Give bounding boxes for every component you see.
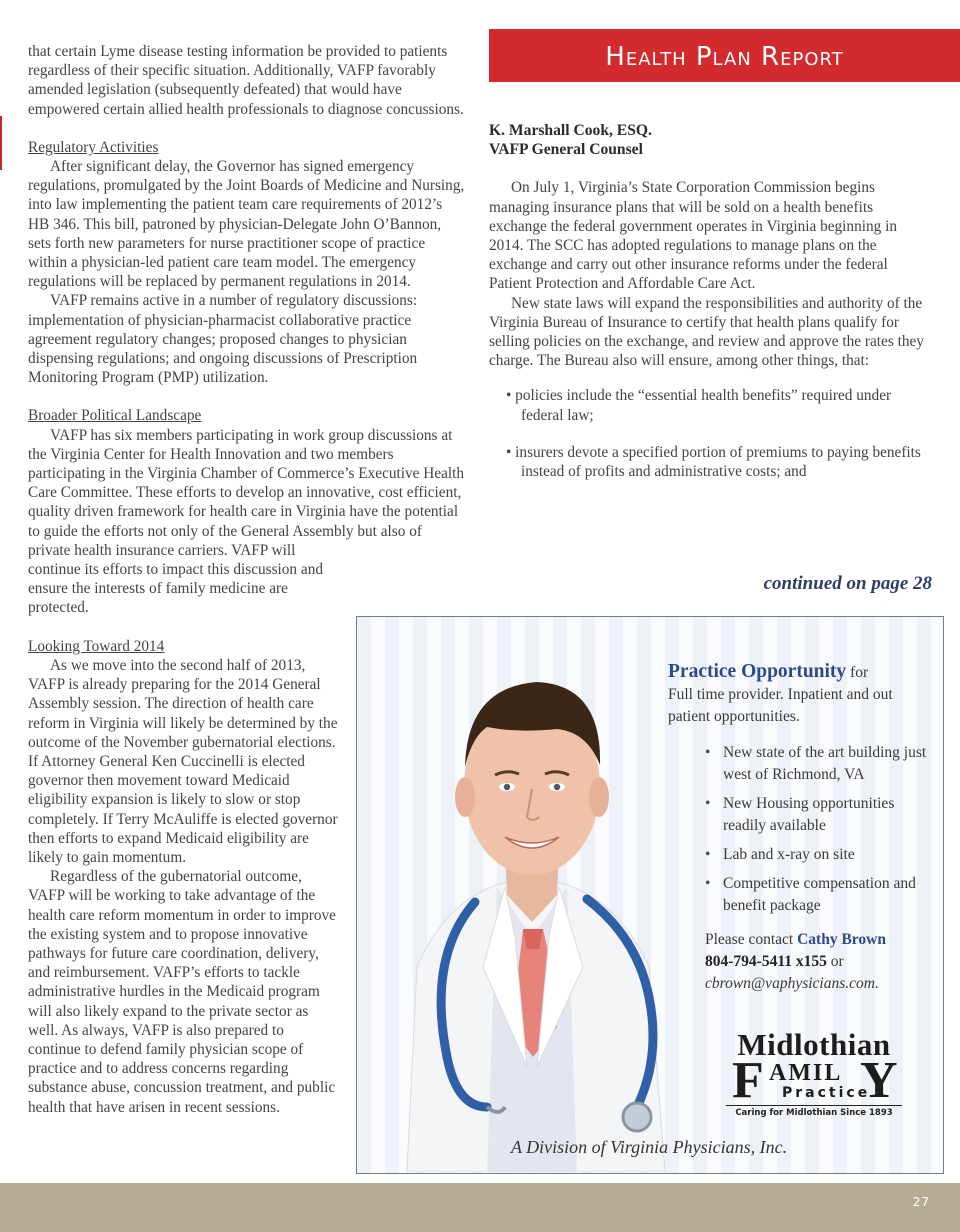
section-banner: Health Plan Report xyxy=(489,29,960,82)
ad-division-note: A Division of Virginia Physicians, Inc. xyxy=(511,1137,788,1157)
margin-marker xyxy=(0,116,2,170)
toward-paragraph-2: Regardless of the gubernatorial outcome, VAFP will be working to take advantage of the health care reform momentum in order to improve the existing system and to propose innovative pathways for future care coordination, delivery, and reimbursement. VAFP’s efforts to tackle administrative hurdles in the Medicaid program will also likely expand to the private sector as well. As always, VAFP is also prepared to continue to defend family physician scope of practice and to address concerns regarding substance abuse, concussion treatment, and public health that have arisen in recent sessions. xyxy=(28,868,336,1116)
ad-contact xyxy=(668,929,928,995)
page-number: 27 xyxy=(912,1195,930,1209)
logo-tagline: Caring for Midlothian Since 1893 xyxy=(735,1108,893,1118)
toward-paragraph-1: As we move into the second half of 2013, VAFP is already preparing for the 2014 General Assembly session. The direction of health care reform in Virginia will likely be determined by the outcome of the November gubernatorial elections. If Attorney General Ken Cuccinelli is elected governor then movement toward Medicaid eligibility expansion is likely to slow or stop completely. If Terry McAuliffe is elected governor then efforts to expand Medicaid eligibility are likely to gain momentum. xyxy=(28,656,338,866)
political-paragraph: VAFP has six members participating in work group discussions at the Virginia Center for Health Innovation and two members participating in the Virginia Chamber of Commerce’s Executive Health Care Committee. These efforts to develop an innovative, cost efficient, quality driven framework for health care in Virginia have the potential to guide the efforts not only of the General Assembly but also of private health insurance carriers. VAFP will xyxy=(28,426,465,559)
regulatory-heading: Regulatory Activities xyxy=(28,138,159,156)
political-heading: Broader Political Landscape xyxy=(28,407,202,425)
ad-text-block xyxy=(668,661,928,995)
midlothian-logo xyxy=(726,1029,902,1118)
page-footer xyxy=(0,1183,960,1232)
contact-or: or xyxy=(826,953,844,970)
doctor-photo xyxy=(387,637,677,1172)
bullet-item: • policies include the “essential health benefits” required under federal law; xyxy=(506,387,892,424)
list-item: • Lab and x-ray on site xyxy=(705,844,928,866)
logo-practice-text: Practice xyxy=(782,1085,871,1101)
author-name: K. Marshall Cook, ESQ. xyxy=(489,122,652,139)
list-item: • New Housing opportunities readily available xyxy=(705,793,928,837)
contact-prefix: Please contact xyxy=(705,931,798,948)
contact-email[interactable]: cbrown@vaphysicians.com. xyxy=(705,975,879,992)
regulatory-paragraph-2: VAFP remains active in a number of regulatory discussions: implementation of physician-pharmacist collaborative practice agreement regulatory changes; proposed changes to physician dispensing regulations; and ongoing discussions of Prescription Monitoring Program (PMP) utilization. xyxy=(28,292,418,387)
logo-top-text: Midlothian xyxy=(737,1027,891,1062)
regulatory-paragraph-1: After significant delay, the Governor has signed emergency regulations, promulgated by the Joint Boards of Medicine and Nursing, into law implementing the patient team care requirements of 2012’s HB 346. This bill, patroned by physician-Delegate John O’Bannon, sets forth new parameters for nurse practitioner scope of practice within a physician-led patient care team model. The emergency regulations will be replaced by permanent regulations in 2014. xyxy=(28,158,465,291)
political-paragraph-continued: continue its efforts to impact this discussion and ensure the interests of family medicine are protected. xyxy=(28,561,323,617)
article-paragraph-2: New state laws will expand the responsibilities and authority of the Virginia Bureau of Insurance to certify that health plans qualify for selling policies on the exchange, and review and approve the rates they charge. The Bureau also will ensure, among other things, that: xyxy=(489,294,924,370)
continued-link[interactable]: continued on page 28 xyxy=(763,573,932,594)
list-item: • Competitive compensation and benefit package xyxy=(705,873,928,917)
practice-advertisement xyxy=(356,616,944,1174)
right-column xyxy=(489,121,929,481)
article-paragraph-1: On July 1, Virginia’s State Corporation Commission begins managing insurance plans that will be sold on a health benefits exchange the federal government operates in Virginia beginning in 2014. The SCC has adopted regulations to manage plans on the exchange and carry out other insurance reforms under the federal Patient Protection and Affordable Care Act. xyxy=(489,179,897,293)
bullet-item: • insurers devote a specified portion of premiums to paying benefits instead of profits and administrative costs; and xyxy=(506,443,921,481)
ad-benefits-list xyxy=(668,742,928,917)
ad-headline: Practice Opportunity xyxy=(668,661,847,682)
intro-paragraph: that certain Lyme disease testing information be provided to patients regardless of their specific situation. Additionally, VAFP favorably amended legislation (subsequently defeated) that would have empowered certain allied health professionals to diagnose concussions. xyxy=(28,43,464,118)
ad-headline-for: for xyxy=(846,664,869,681)
toward-heading: Looking Toward 2014 xyxy=(28,637,165,655)
ad-subtitle: Full time provider. Inpatient and out patient opportunities. xyxy=(668,686,893,725)
contact-name: Cathy Brown xyxy=(797,931,886,948)
contact-phone: 804-794-5411 x155 xyxy=(705,953,827,970)
logo-family-mark: F AMIL Y Practice xyxy=(732,1052,898,1109)
list-item: • New state of the art building just west of Richmond, VA xyxy=(705,742,928,786)
author-title: VAFP General Counsel xyxy=(489,141,643,159)
